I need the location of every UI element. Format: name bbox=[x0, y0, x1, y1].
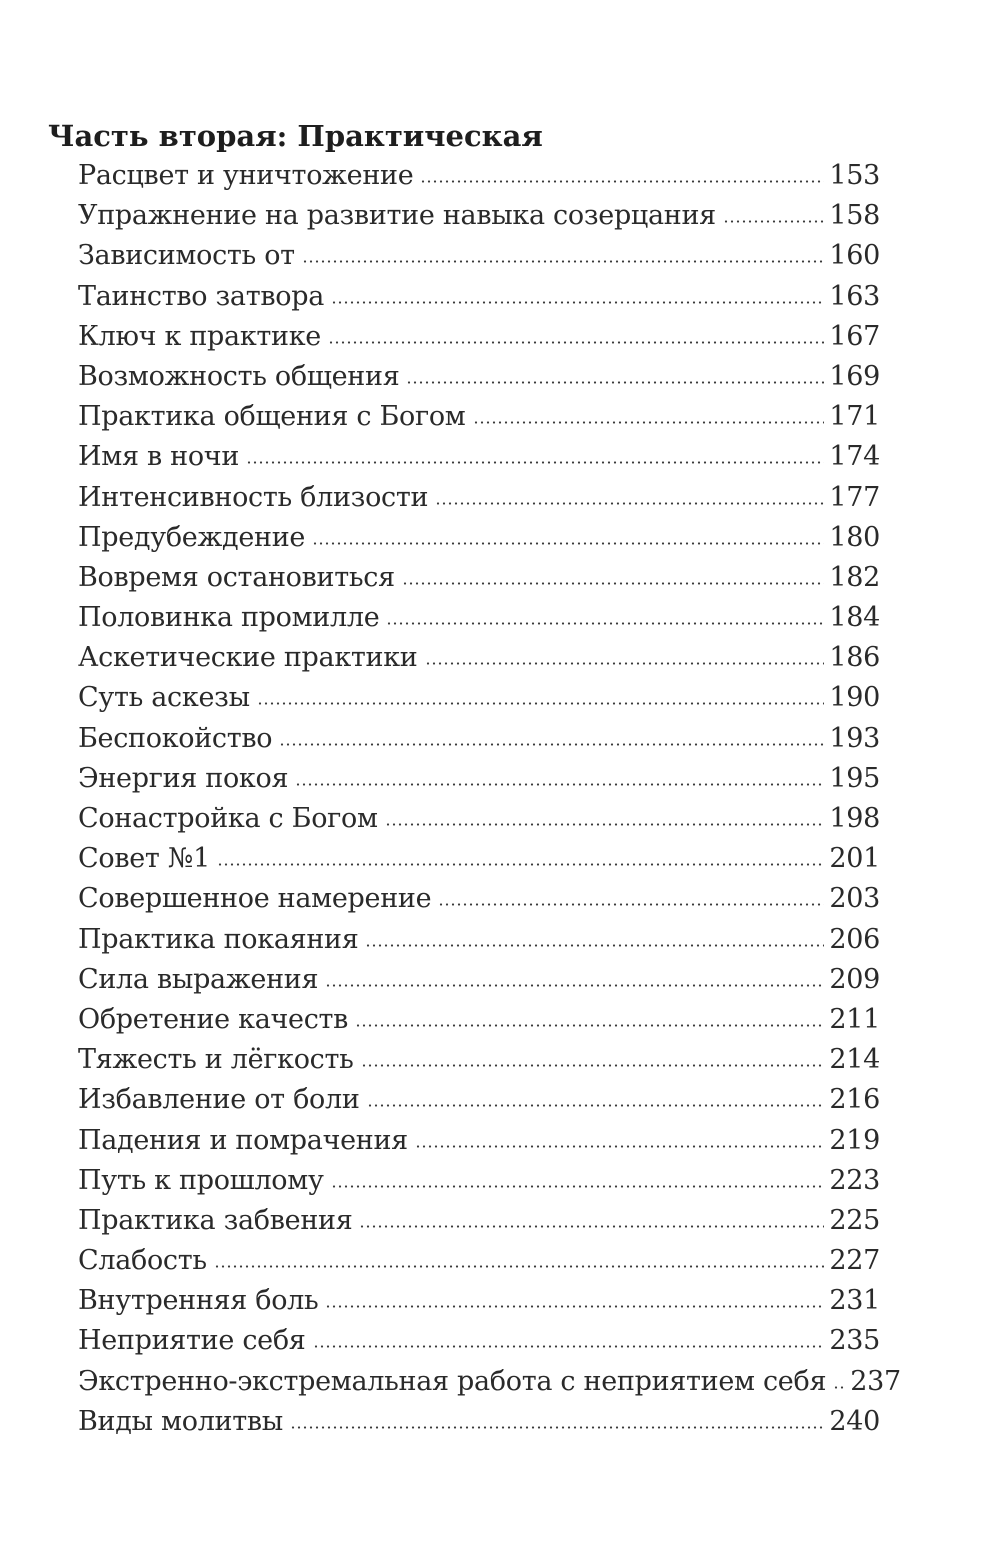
toc-entry-title: Энергия покоя bbox=[78, 762, 289, 794]
toc-entry bbox=[78, 719, 880, 759]
toc-entry-page-number: 201 bbox=[829, 843, 880, 875]
toc-entry bbox=[78, 759, 880, 799]
toc-entry bbox=[78, 879, 880, 919]
dot-leader bbox=[438, 903, 824, 906]
toc-entry-title: Таинство затвора bbox=[78, 280, 324, 312]
toc-entry-page-number: 182 bbox=[829, 561, 880, 593]
toc-entry-title: Внутренняя боль bbox=[78, 1285, 319, 1317]
toc-entry bbox=[78, 1161, 880, 1201]
toc-entry bbox=[78, 156, 880, 196]
toc-entry-page-number: 227 bbox=[829, 1245, 880, 1277]
dot-leader bbox=[386, 622, 824, 625]
toc-entry-title: Расцвет и уничтожение bbox=[78, 160, 414, 191]
toc-entry bbox=[78, 799, 880, 839]
toc-entry-title: Вовремя остановиться bbox=[78, 561, 395, 593]
toc-entry bbox=[78, 1362, 901, 1402]
toc-entry-title: Виды молитвы bbox=[78, 1405, 283, 1437]
toc-entry bbox=[78, 1201, 880, 1241]
dot-leader bbox=[295, 783, 824, 786]
toc-entry bbox=[78, 1281, 880, 1321]
toc-entry-page-number: 190 bbox=[829, 682, 880, 714]
dot-leader bbox=[406, 381, 824, 384]
dot-leader bbox=[331, 301, 824, 304]
dot-leader bbox=[425, 662, 825, 665]
dot-leader bbox=[246, 461, 824, 464]
toc-entry-page-number: 206 bbox=[829, 923, 880, 955]
toc-entry-page-number: 216 bbox=[829, 1084, 880, 1116]
toc-entry bbox=[78, 277, 880, 317]
toc-entry bbox=[78, 960, 880, 1000]
dot-leader bbox=[355, 1024, 824, 1027]
toc-entry bbox=[78, 236, 880, 276]
dot-leader bbox=[290, 1426, 824, 1429]
toc-entry bbox=[78, 196, 880, 236]
toc-entry-title: Имя в ночи bbox=[78, 441, 240, 473]
toc-entry bbox=[78, 1321, 880, 1361]
toc-entry-title: Совершенное намерение bbox=[78, 883, 432, 915]
toc-entry bbox=[78, 317, 880, 357]
dot-leader bbox=[312, 542, 824, 545]
toc-entry-title: Сонастройка с Богом bbox=[78, 803, 378, 834]
toc-entry-page-number: 209 bbox=[829, 963, 880, 995]
toc-entry-page-number: 153 bbox=[829, 160, 880, 191]
toc-entry-title: Предубеждение bbox=[78, 521, 306, 553]
dot-leader bbox=[214, 1265, 825, 1268]
toc-entry-page-number: 225 bbox=[829, 1204, 880, 1236]
toc-entry-page-number: 177 bbox=[829, 481, 880, 513]
toc-entry-title: Обретение качеств bbox=[78, 1003, 349, 1035]
toc-entry-title: Сила выражения bbox=[78, 963, 319, 995]
toc-entry-page-number: 235 bbox=[829, 1325, 880, 1357]
toc-entry-page-number: 240 bbox=[829, 1405, 880, 1437]
toc-entry-page-number: 203 bbox=[829, 883, 880, 915]
dot-leader bbox=[473, 421, 825, 424]
toc-entry-title: Совет №1 bbox=[78, 843, 210, 875]
dot-leader bbox=[325, 984, 824, 987]
toc-entry-title: Суть аскезы bbox=[78, 682, 250, 714]
dot-leader bbox=[302, 260, 825, 263]
toc-entry-title: Экстренно-экстремальная работа с неприятием себя bbox=[78, 1365, 827, 1397]
toc-entry bbox=[78, 1080, 880, 1120]
toc-entry-title: Возможность общения bbox=[78, 360, 400, 392]
toc-entry-page-number: 167 bbox=[829, 320, 880, 352]
dot-leader bbox=[328, 341, 824, 344]
toc-entry bbox=[78, 678, 880, 718]
toc-entry-page-number: 231 bbox=[829, 1285, 880, 1317]
toc-entry-page-number: 160 bbox=[829, 240, 880, 272]
toc-entry-page-number: 237 bbox=[850, 1365, 901, 1397]
toc-entry bbox=[78, 478, 880, 518]
toc-entry-page-number: 158 bbox=[829, 200, 880, 232]
toc-entry-title: Практика покаяния bbox=[78, 923, 359, 955]
dot-leader bbox=[279, 743, 824, 746]
dot-leader bbox=[325, 1305, 824, 1308]
toc-entry-title: Путь к прошлому bbox=[78, 1164, 324, 1196]
toc-entry bbox=[78, 397, 880, 437]
toc-entry-title: Интенсивность близости bbox=[78, 481, 429, 513]
dot-leader bbox=[365, 944, 824, 947]
toc-entry-title: Упражнение на развитие навыка созерцания bbox=[78, 200, 716, 232]
toc-entry-page-number: 223 bbox=[829, 1164, 880, 1196]
toc-entry-page-number: 211 bbox=[829, 1003, 880, 1035]
dot-leader bbox=[435, 502, 824, 505]
toc-entry-page-number: 186 bbox=[829, 642, 880, 674]
toc-entry-page-number: 198 bbox=[829, 803, 880, 834]
dot-leader bbox=[331, 1185, 825, 1188]
dot-leader bbox=[420, 180, 824, 183]
toc-entry-page-number: 180 bbox=[829, 521, 880, 553]
toc-entry-title: Тяжесть и лёгкость bbox=[78, 1044, 354, 1076]
dot-leader bbox=[359, 1225, 824, 1228]
section-title: Часть вторая: Практическая bbox=[48, 119, 543, 153]
toc-entry-title: Ключ к практике bbox=[78, 320, 321, 352]
toc-list bbox=[78, 156, 901, 1442]
toc-entry-page-number: 184 bbox=[829, 602, 880, 634]
toc-entry-page-number: 214 bbox=[829, 1044, 880, 1076]
toc-entry bbox=[78, 558, 880, 598]
toc-entry bbox=[78, 1000, 880, 1040]
dot-leader bbox=[415, 1145, 824, 1148]
toc-entry-page-number: 171 bbox=[829, 401, 880, 433]
toc-entry-title: Практика общения с Богом bbox=[78, 401, 466, 433]
dot-leader bbox=[361, 1064, 825, 1067]
dot-leader bbox=[385, 823, 825, 826]
toc-entry bbox=[78, 357, 880, 397]
toc-entry-title: Половинка промилле bbox=[78, 602, 380, 634]
dot-leader bbox=[257, 702, 825, 705]
toc-entry-page-number: 195 bbox=[829, 762, 880, 794]
toc-entry bbox=[78, 638, 880, 678]
toc-entry-title: Падения и помрачения bbox=[78, 1124, 408, 1156]
toc-entry-page-number: 219 bbox=[829, 1124, 880, 1156]
toc-entry bbox=[78, 598, 880, 638]
toc-entry-page-number: 174 bbox=[829, 441, 880, 473]
toc-entry bbox=[78, 1040, 880, 1080]
toc-entry-page-number: 163 bbox=[829, 280, 880, 312]
toc-entry-title: Аскетические практики bbox=[78, 642, 418, 674]
toc-entry bbox=[78, 1402, 880, 1442]
toc-entry-title: Неприятие себя bbox=[78, 1325, 306, 1357]
dot-leader bbox=[217, 863, 824, 866]
toc-entry-title: Практика забвения bbox=[78, 1204, 353, 1236]
toc-entry bbox=[78, 518, 880, 558]
dot-leader bbox=[313, 1345, 825, 1348]
dot-leader bbox=[833, 1386, 845, 1389]
dot-leader bbox=[402, 582, 825, 585]
toc-entry bbox=[78, 437, 880, 477]
toc-entry-title: Зависимость от bbox=[78, 240, 295, 272]
toc-entry-title: Беспокойство bbox=[78, 722, 273, 754]
toc-entry bbox=[78, 1241, 880, 1281]
toc-entry-page-number: 193 bbox=[829, 722, 880, 754]
toc-entry bbox=[78, 839, 880, 879]
dot-leader bbox=[723, 220, 824, 223]
dot-leader bbox=[367, 1104, 825, 1107]
toc-entry-page-number: 169 bbox=[829, 360, 880, 392]
toc-entry-title: Слабость bbox=[78, 1245, 207, 1277]
toc-entry bbox=[78, 1121, 880, 1161]
toc-entry bbox=[78, 920, 880, 960]
toc-entry-title: Избавление от боли bbox=[78, 1084, 360, 1116]
